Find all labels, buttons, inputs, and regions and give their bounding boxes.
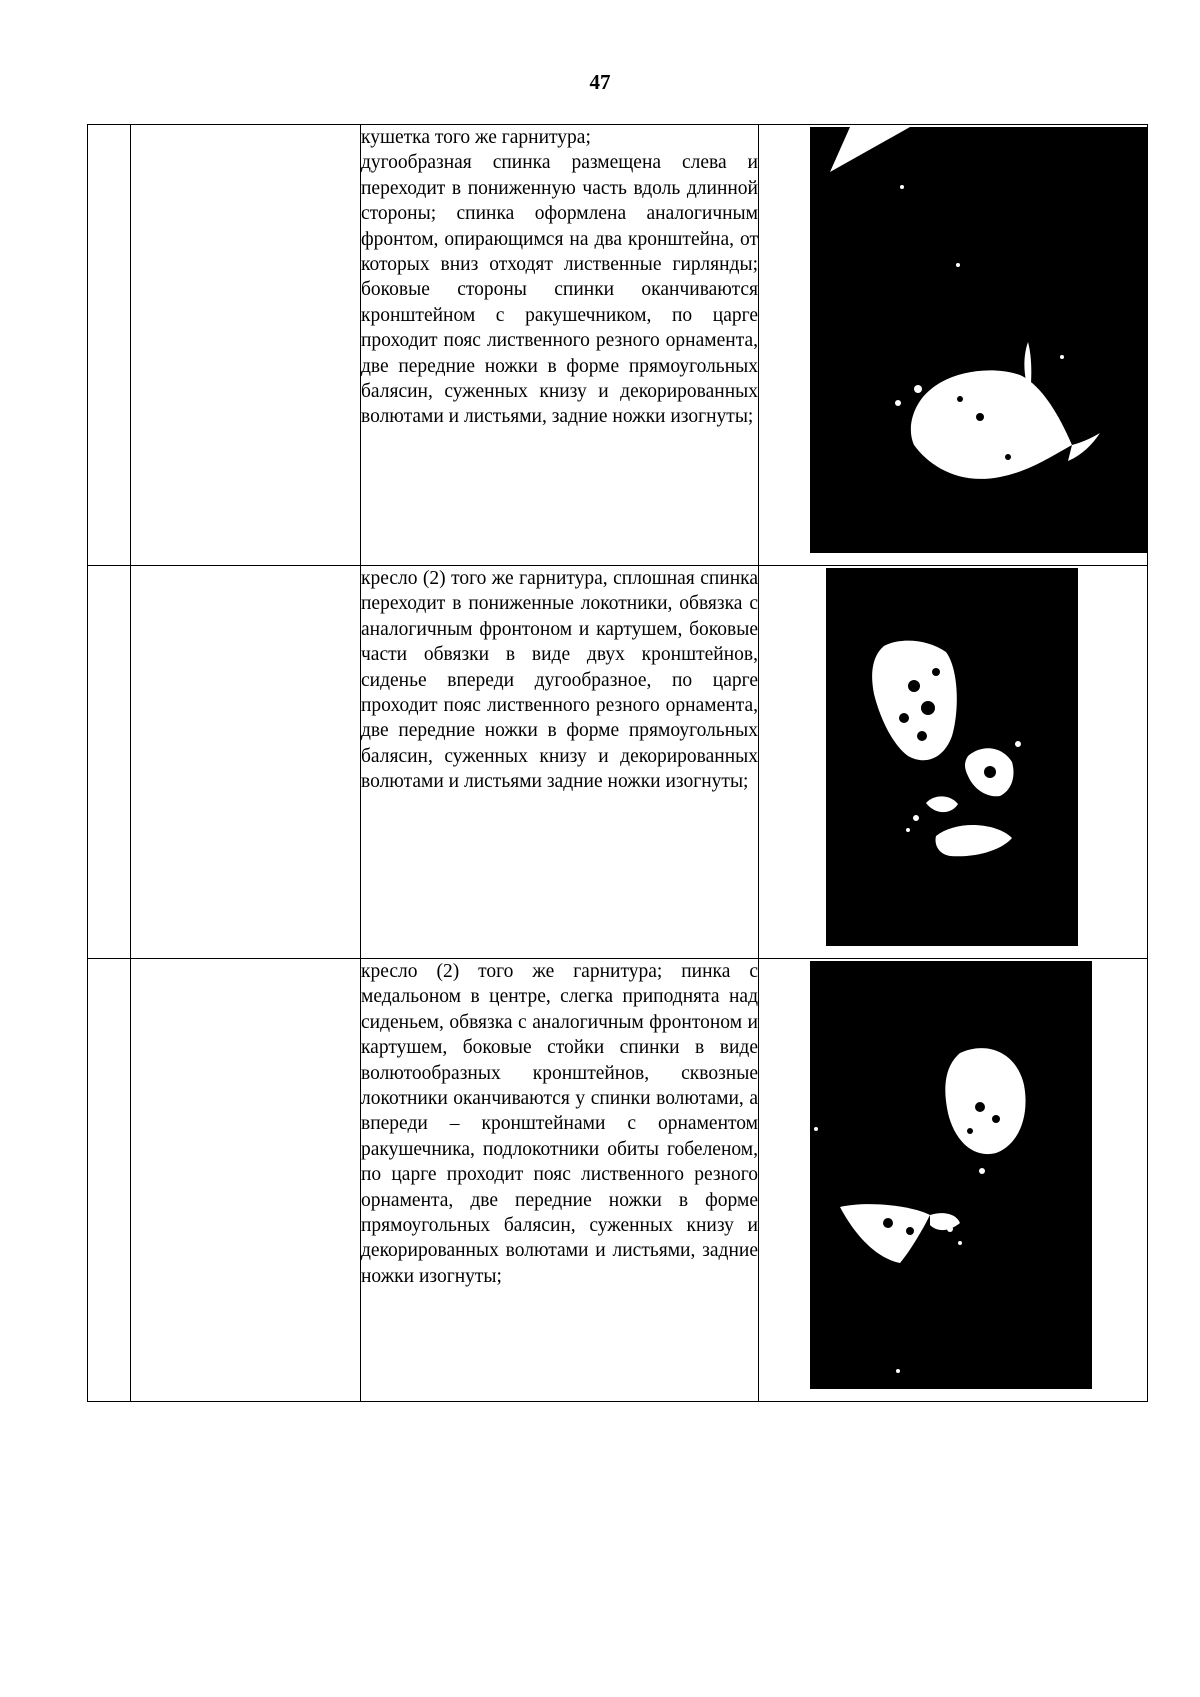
item-title: кушетка того же гарнитура; — [361, 127, 591, 148]
item-description-cell — [361, 125, 759, 566]
photo-armchair-medallion — [810, 961, 1092, 1389]
item-description: кресло (2) того же гарнитура, сплошная спинка переходит в пониженные локотники, обвязка с аналогичным фронтоном и картушем, боковые части обвязки в виде двух кронштейнов, сиденье впереди дугообразное, по царге проходит пояс лиственного резного орнамента, две передние ножки в форме прямоугольных балясин, суженных книзу и декорированных волютами и листьями задние ножки изогнуты; — [361, 568, 758, 793]
item-description: кресло (2) того же гарнитура; пинка с медальоном в центре, слегка приподнята над сиденьем, обвязка с аналогичным фронтоном и картушем, боковые стойки спинки в виде волютообразных кронштейнов, сквозные локотники оканчиваются у спинки волютами, а впереди – кронштейнами с орнаментом ракушечника, подлокотники обиты гобеленом, по царге проходит пояс лиственного резного орнамента, две передние ножки в форме прямоугольных балясин, суженных книзу и декорированных волютами и листьями, задние ножки изогнуты; — [361, 961, 758, 1287]
item-name-cell — [131, 566, 361, 959]
page-number: 47 — [589, 70, 611, 94]
row-number-cell — [88, 566, 131, 959]
item-photo-cell — [759, 125, 1148, 566]
item-photo-cell — [759, 959, 1148, 1402]
row-number-cell — [88, 125, 131, 566]
item-name-cell — [131, 125, 361, 566]
item-description-cell — [361, 959, 759, 1402]
table-row — [88, 125, 1148, 566]
item-description: дугообразная спинка размещена слева и переходит в пониженную часть вдоль длинной стороны; спинка оформлена аналогичным фронтом, опирающимся на два кронштейна, от которых вниз отходят лиственные гирлянды; боковые стороны спинки оканчиваются кронштейном с ракушечником, по царге проходит пояс лиственного резного орнамента, две передние ножки в форме прямоугольных балясин, суженных книзу и декорированных волютами и листьями, задние ножки изогнуты; — [361, 152, 758, 428]
item-name-cell — [131, 959, 361, 1402]
row-number-cell — [88, 959, 131, 1402]
photo-armchair — [826, 568, 1078, 946]
table-row — [88, 566, 1148, 959]
item-description-cell — [361, 566, 759, 959]
item-photo-cell — [759, 566, 1148, 959]
photo-couch — [810, 127, 1148, 553]
table-row — [88, 959, 1148, 1402]
inventory-table — [87, 124, 1148, 1402]
